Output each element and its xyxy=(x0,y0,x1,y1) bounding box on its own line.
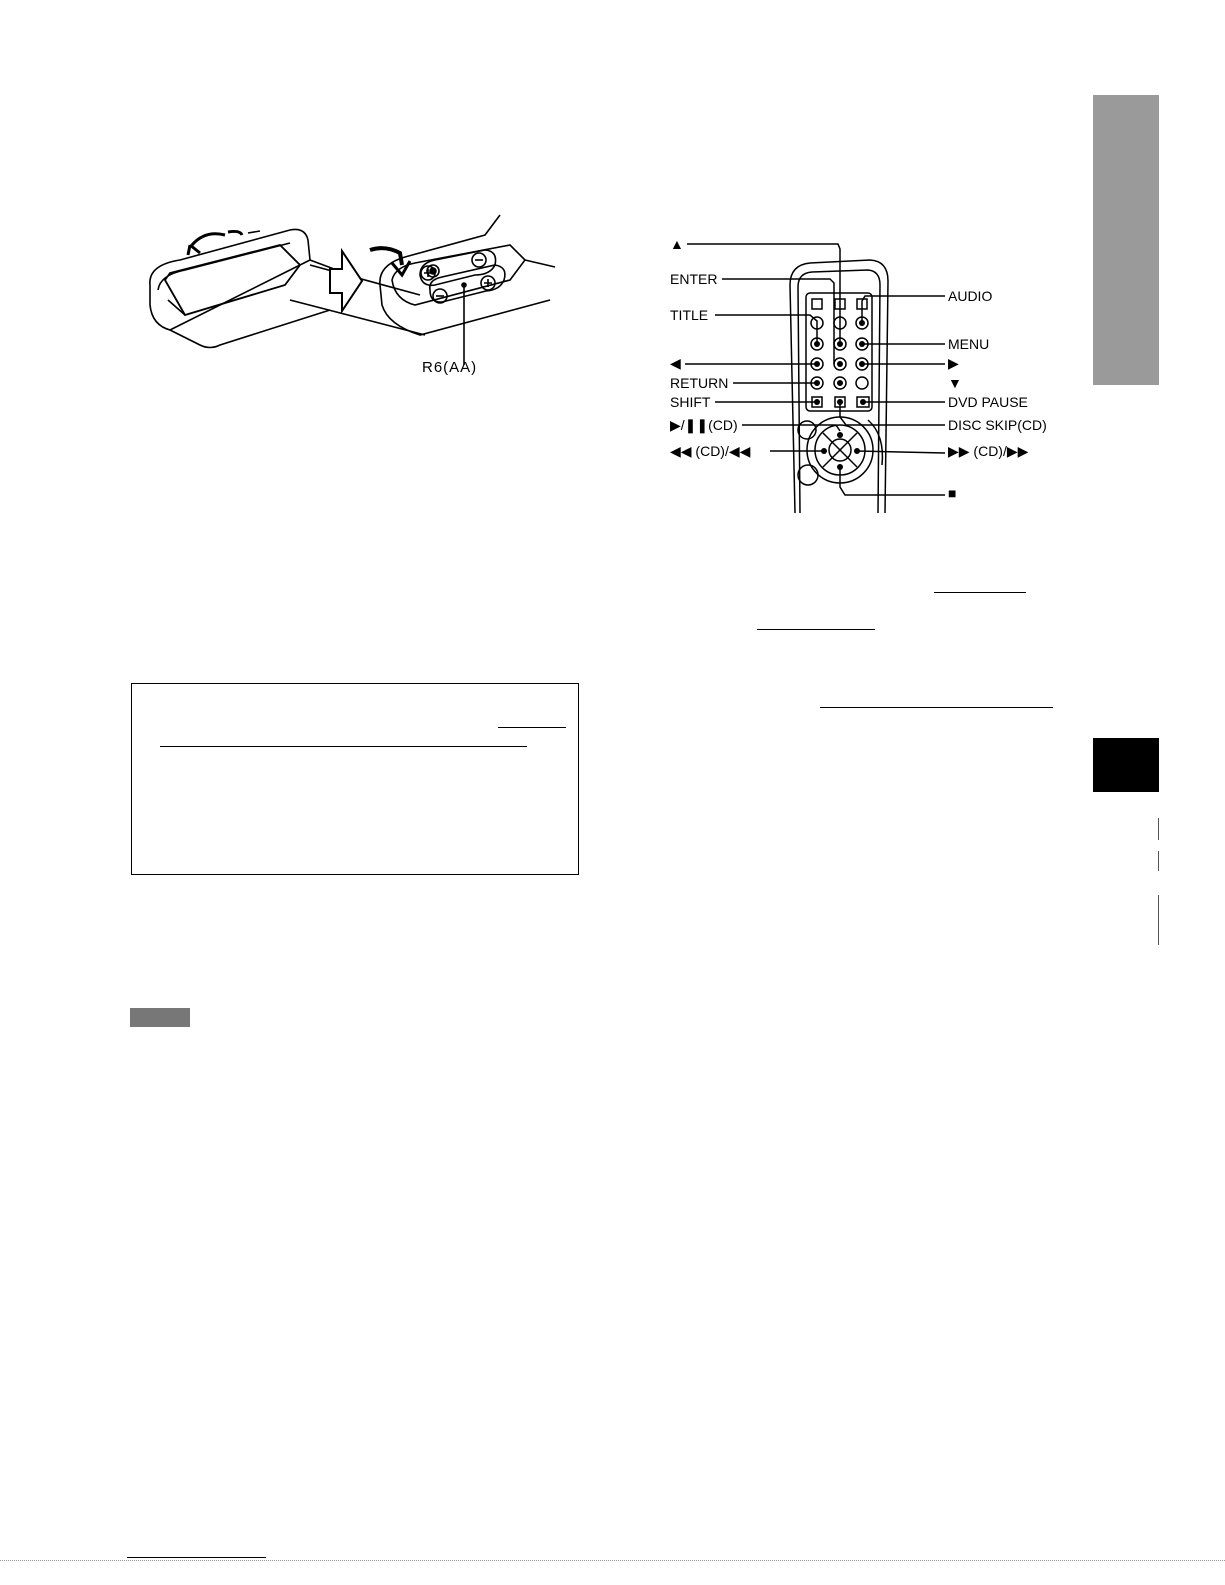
remote-control-icon xyxy=(790,260,888,513)
battery-insertion-figure xyxy=(130,205,560,385)
label-next-cd: ▶▶ (CD)/▶▶ xyxy=(948,443,1029,459)
label-menu: MENU xyxy=(948,336,990,352)
label-disc-skip-cd: DISC SKIP(CD) xyxy=(948,417,1047,433)
label-return: RETURN xyxy=(670,375,729,391)
edge-mark xyxy=(1158,818,1159,840)
label-title: TITLE xyxy=(670,307,709,323)
label-dvd-pause: DVD PAUSE xyxy=(948,394,1028,410)
edge-mark xyxy=(1158,851,1159,871)
note-badge xyxy=(130,1008,190,1027)
label-up: ▲ xyxy=(670,236,684,252)
remote-battery-open-icon xyxy=(370,215,555,365)
underline-rule xyxy=(820,707,1053,708)
edge-mark xyxy=(1158,895,1159,945)
label-shift: SHIFT xyxy=(670,394,711,410)
label-enter: ENTER xyxy=(670,271,718,287)
section-side-tab xyxy=(1093,95,1159,385)
footer-dotted-rule xyxy=(0,1560,1225,1561)
note-box-underline xyxy=(160,746,527,747)
label-play-pause-cd: ▶/❚❚(CD) xyxy=(670,417,738,433)
underline-rule xyxy=(934,592,1026,593)
footer-underline xyxy=(127,1557,266,1558)
note-box-underline xyxy=(498,727,566,728)
chapter-black-tab xyxy=(1093,738,1159,792)
label-audio: AUDIO xyxy=(948,288,993,304)
battery-type-label: R6(AA) xyxy=(422,359,478,376)
label-stop: ■ xyxy=(948,485,957,501)
arrow-right-outline-icon xyxy=(330,251,362,311)
note-box xyxy=(131,683,579,875)
label-left: ◀ xyxy=(670,355,681,371)
label-right: ▶ xyxy=(948,355,959,371)
label-prev-cd: ◀◀ (CD)/◀◀ xyxy=(670,443,751,459)
label-down: ▼ xyxy=(948,375,962,391)
underline-rule xyxy=(757,629,875,630)
remote-control-figure xyxy=(660,225,1060,520)
